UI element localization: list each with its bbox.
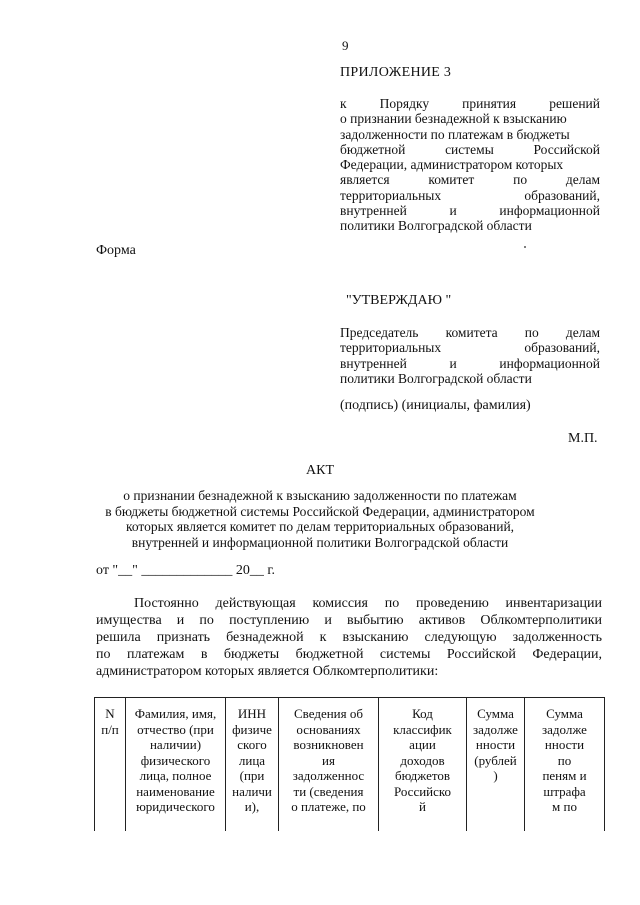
header-text: ИНН (237, 706, 267, 721)
approver-line: Председатель комитета по делам (340, 325, 600, 340)
header-text: й (419, 799, 426, 814)
appendix-line: к Порядку принятия решений (340, 96, 600, 111)
act-subtitle-line: которых является комитет по делам территориальных образований, (125, 519, 515, 534)
header-text: классифик (393, 721, 452, 737)
appendix-line: бюджетной системы Российской (340, 141, 600, 157)
approver-line: политики Волгоградской области (340, 370, 532, 386)
header-text: N (105, 706, 115, 721)
approval-title: "УТВЕРЖДАЮ " (346, 293, 452, 308)
header-text: о платеже, по (291, 799, 366, 814)
header-text: отчество (при (137, 721, 214, 737)
header-text: Код (412, 706, 433, 721)
act-subtitle-line: внутренней и информационной политики Волгоградской области (131, 534, 509, 550)
paragraph-line: имущества и по поступлению и выбытию активов Облкомтерполитики (96, 613, 602, 628)
appendix-title: ПРИЛОЖЕНИЕ 3 (340, 65, 452, 80)
paragraph-line: решила признать безнадежной к взысканию следующую задолженность (96, 630, 602, 645)
header-text: задолже (473, 721, 518, 737)
appendix-line: внутренней и информационной (340, 203, 600, 219)
header-text: лица (238, 752, 266, 768)
column-header-penalty-amount (524, 698, 605, 831)
act-subtitle-line: в бюджеты бюджетной системы Российской Федерации, администратором (105, 503, 535, 519)
header-text: нности (475, 737, 516, 752)
appendix-line: политики Волгоградской области (340, 218, 532, 234)
header-text: физиче (232, 721, 272, 737)
act-date-line: от "__" _____________ 20__ г. (96, 563, 276, 578)
column-header-inn (225, 698, 278, 831)
header-text: штрафа (543, 783, 586, 799)
header-text: ского (237, 737, 267, 752)
header-text: ия (322, 752, 335, 768)
paragraph-line: по платежам в бюджеты бюджетной системы Российской Федерации, (96, 647, 602, 662)
header-text: задолженнос (292, 768, 365, 783)
column-header-grounds (278, 698, 378, 831)
header-text: (рублей (474, 752, 517, 768)
act-subtitle (0, 488, 640, 550)
approver-position (340, 325, 600, 386)
header-text: (при (239, 768, 265, 783)
header-text: возникновен (293, 737, 364, 752)
form-label: Форма (96, 243, 136, 258)
header-text: наличии) (149, 737, 202, 752)
column-header-number (94, 698, 125, 831)
header-text: пеням и (542, 768, 587, 783)
header-text: доходов (400, 752, 445, 768)
header-text: задолже (542, 721, 587, 737)
header-text: и), (244, 799, 260, 814)
header-text: физического (140, 752, 211, 768)
header-text: Российско (393, 783, 452, 799)
page-number: 9 (342, 38, 349, 53)
header-text: основаниях (296, 721, 361, 737)
header-text: п/п (101, 721, 119, 737)
header-text: по (557, 752, 572, 768)
paragraph-line: Постоянно действующая комиссия по проведению инвентаризации (134, 596, 602, 611)
column-header-debt-amount (466, 698, 524, 831)
approver-line: внутренней и информационной (340, 355, 600, 371)
speck-mark (524, 246, 526, 248)
header-text: Сведения об (294, 706, 363, 721)
signature-line: (подпись) (инициалы, фамилия) (340, 398, 531, 413)
table-header-row (94, 698, 605, 831)
commission-paragraph (96, 595, 602, 680)
header-text: м по (552, 799, 577, 814)
header-text: ) (493, 768, 498, 783)
debt-table (94, 697, 605, 831)
column-header-name (125, 698, 225, 831)
appendix-line: Федерации, администратором которых (340, 157, 564, 173)
header-text: ти (сведения (293, 783, 364, 799)
header-text: юридического (136, 799, 215, 814)
appendix-reference (340, 96, 600, 234)
approver-line: территориальных образований, (340, 340, 600, 356)
column-header-budget-code (378, 698, 466, 831)
appendix-line: задолженности по платежам в бюджеты (340, 126, 570, 142)
header-text: наименование (136, 783, 215, 799)
header-text: лица, полное (139, 768, 212, 783)
header-text: нности (544, 737, 585, 752)
paragraph-line: администратором которых является Облкомтерполитики: (96, 664, 439, 679)
act-subtitle-line: о признании безнадежной к взысканию задолженности по платежам (123, 488, 517, 503)
header-text: Фамилия, имя, (134, 706, 217, 721)
header-text: Сумма (477, 706, 514, 721)
header-text: Сумма (546, 706, 583, 721)
header-text: наличи (232, 783, 272, 799)
act-title: АКТ (306, 463, 334, 478)
appendix-line: территориальных образований, (340, 187, 600, 203)
stamp-place: М.П. (568, 431, 598, 446)
appendix-line: является комитет по делам (340, 172, 600, 188)
header-text: ации (409, 737, 436, 752)
header-text: бюджетов (394, 768, 450, 783)
appendix-line: о признании безнадежной к взысканию (340, 111, 567, 127)
